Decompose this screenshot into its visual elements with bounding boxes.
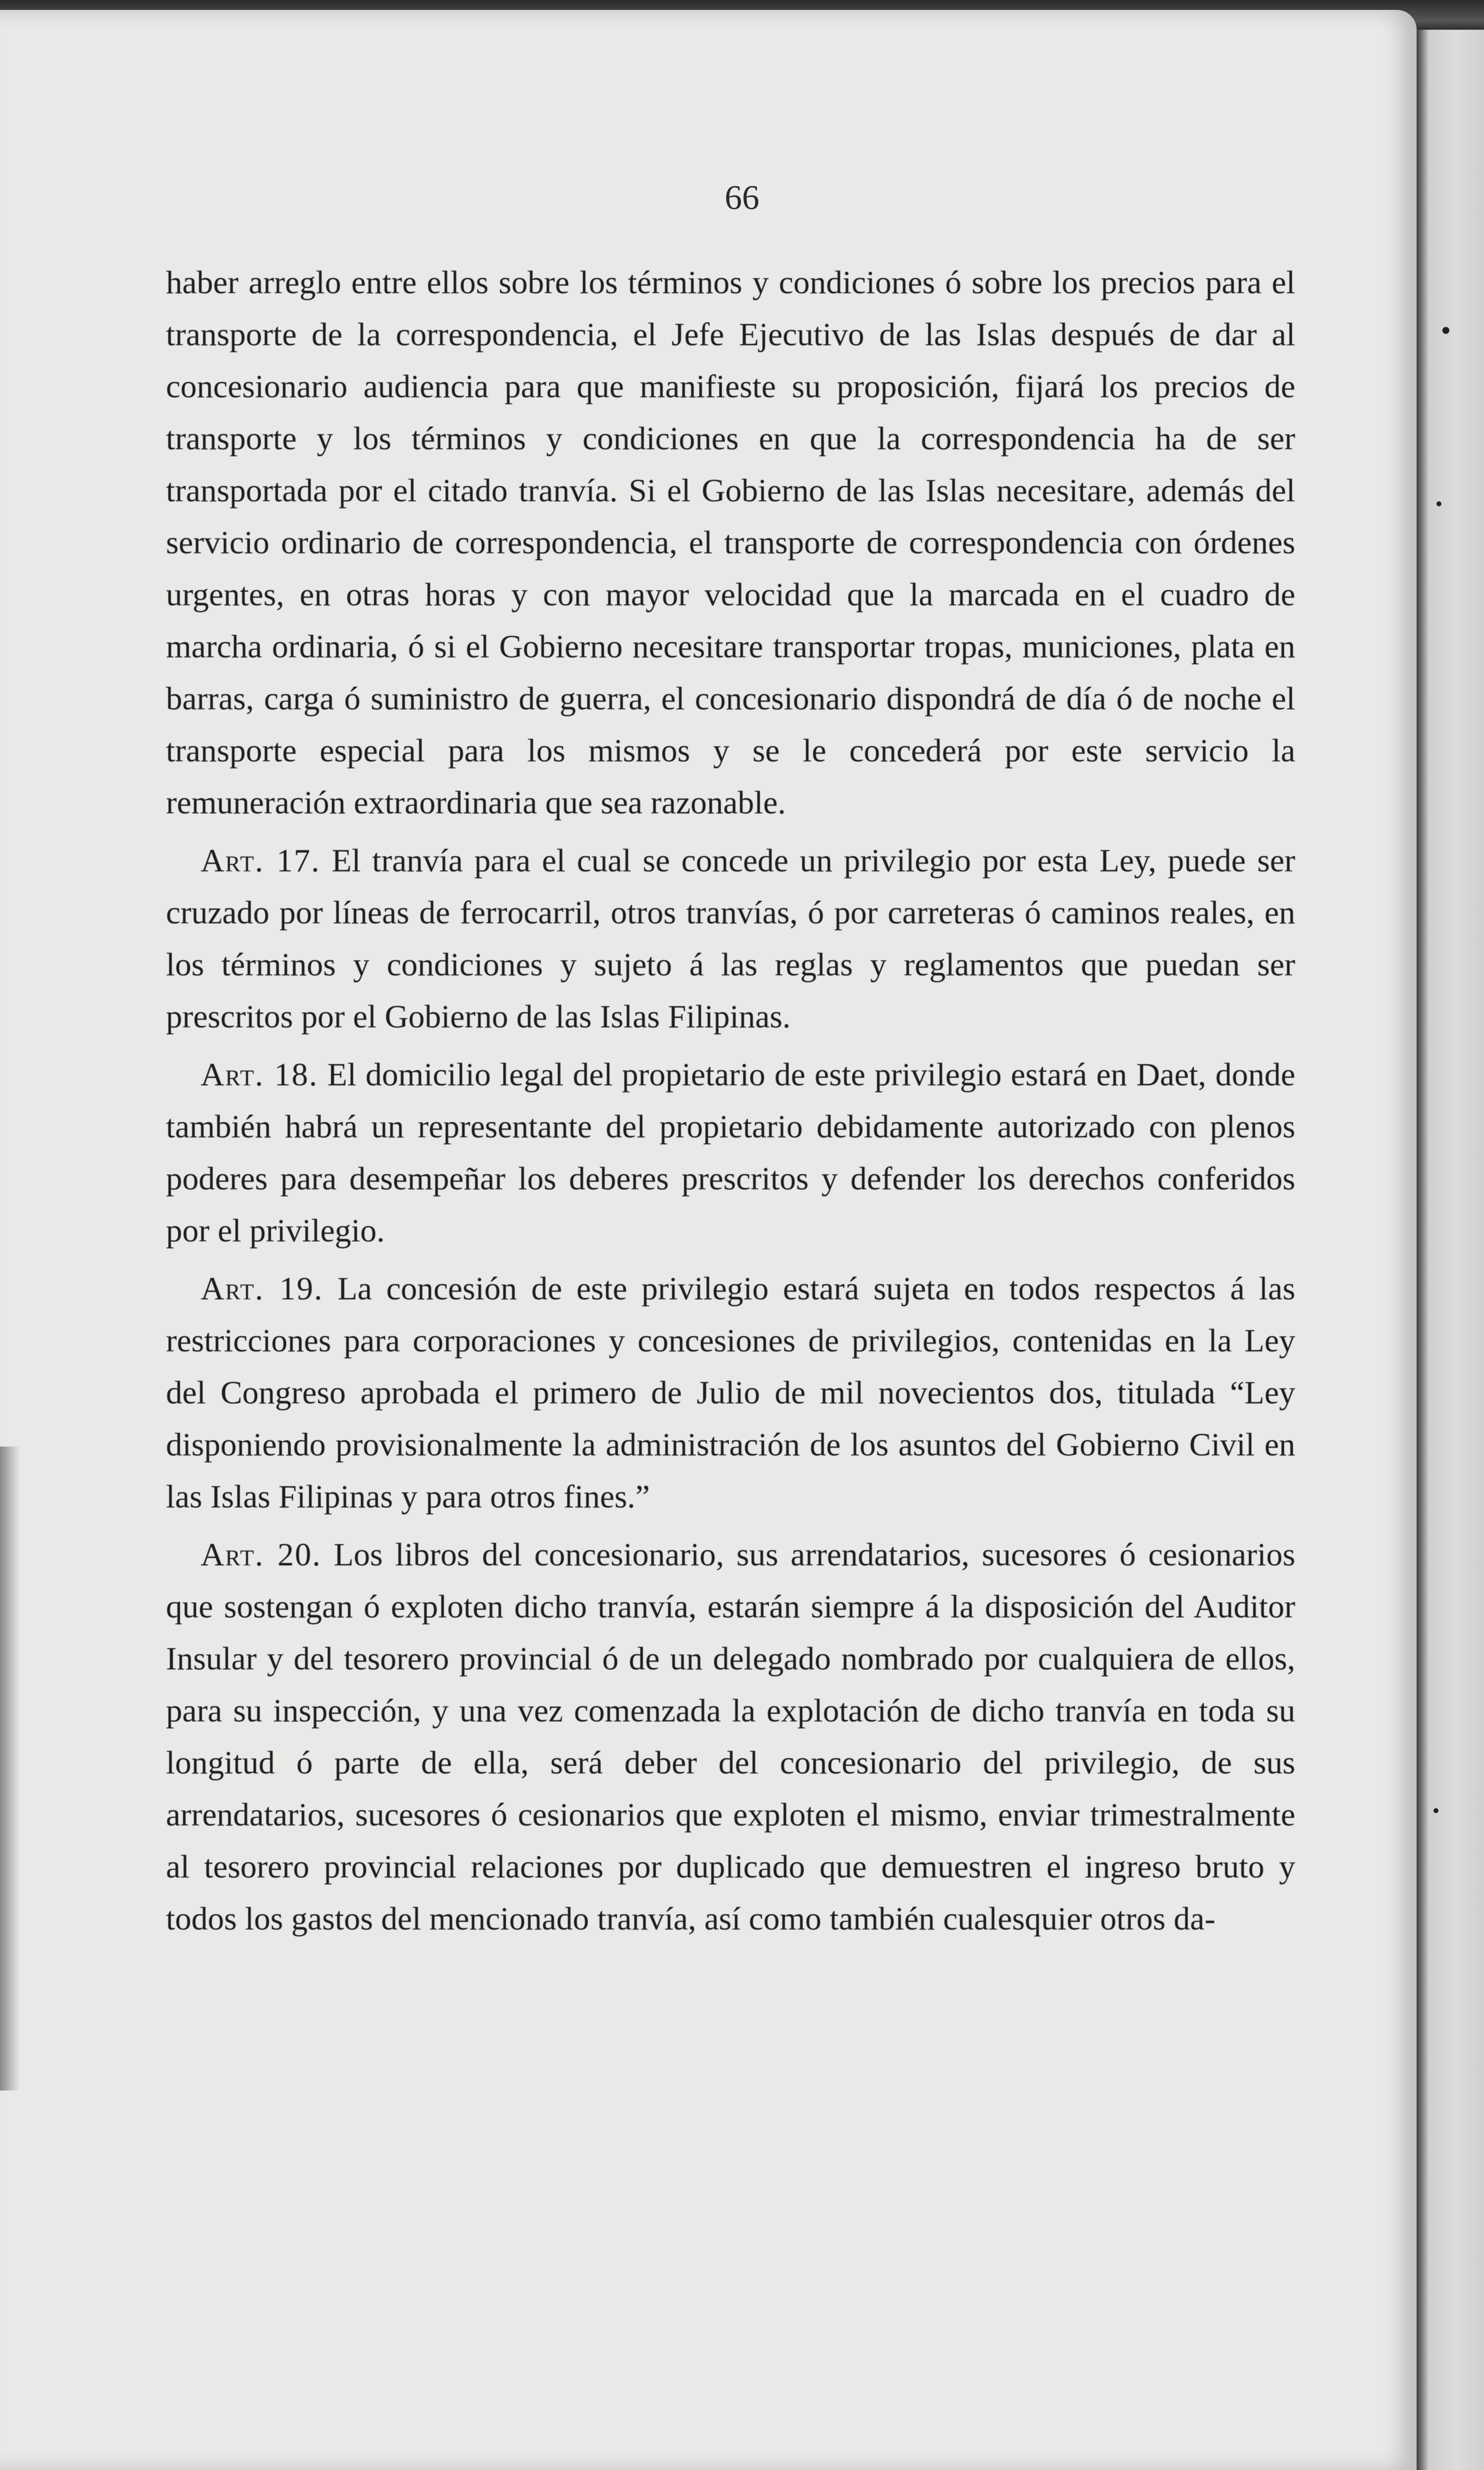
paragraph-text: El tranvía para el cual se concede un privilegio por esta Ley, puede ser cruzado por líneas de ferrocarril, otros tranvías, ó por carreteras ó caminos reales, en los términos y condiciones y sujeto á las reglas y reglamentos que puedan ser prescritos por el Gobierno de las Islas Filipinas.	[166, 843, 1296, 1035]
paragraph-text: El domicilio legal del propietario de este privilegio estará en Daet, donde también habrá un representante del propietario debidamente autorizado con plenos poderes para desempeñar los deberes prescritos y defender los derechos conferidos por el privilegio.	[166, 1057, 1295, 1249]
paragraph-text: La concesión de este privilegio estará sujeta en todos respectos á las restricciones para corporaciones y concesiones de privilegios, contenidas en la Ley del Congreso aprobada el primero de Julio de mil novecientos dos, titulada “Ley disponiendo provisionalmente la administración de los asuntos del Gobierno Civil en las Islas Filipinas y para otros fines.”	[166, 1271, 1295, 1515]
article-label: Art. 18.	[201, 1057, 318, 1093]
article-label: Art. 19.	[201, 1271, 323, 1307]
scan-speck	[1433, 1808, 1438, 1813]
scan-speck	[1436, 501, 1441, 506]
scan-speck	[1442, 327, 1449, 334]
article-18	[166, 1049, 1295, 1257]
article-17	[166, 835, 1295, 1043]
article-20	[166, 1529, 1295, 1945]
paragraph-continuation	[166, 257, 1295, 829]
facing-page-edge	[1417, 30, 1484, 2470]
article-label: Art. 20.	[201, 1537, 321, 1573]
article-19	[166, 1263, 1295, 1523]
paragraph-text: haber arreglo entre ellos sobre los términos y condiciones ó sobre los precios para el transporte de la correspondencia, el Jefe Ejecutivo de las Islas después de dar al concesionario audiencia para que manifieste su proposición, fijará los precios de transporte y los términos y condiciones en que la correspondencia ha de ser transportada por el citado tranvía. Si el Gobierno de las Islas necesitare, además del servicio ordinario de correspondencia, el transporte de correspondencia con órdenes urgentes, en otras horas y con mayor velocidad que la marcada en el cuadro de marcha ordinaria, ó si el Gobierno necesitare transportar tropas, municiones, plata en barras, carga ó suministro de guerra, el concesionario dispondrá de día ó de noche el transporte especial para los mismos y se le concederá por este servicio la remuneración extraordinaria que sea razonable.	[166, 265, 1295, 821]
paragraph-text: Los libros del concesionario, sus arrendatarios, sucesores ó cesionarios que sostengan ó exploten dicho tranvía, estarán siempre á la disposición del Auditor Insular y del tesorero provincial ó de un delegado nombrado por cualquiera de ellos, para su inspección, y una vez comenzada la explotación de dicho tranvía en toda su longitud ó parte de ella, será deber del concesionario del privilegio, de sus arrendatarios, sucesores ó cesionarios que exploten el mismo, enviar trimestralmente al tesorero provincial relaciones por duplicado que demuestren el ingreso bruto y todos los gastos del mencionado tranvía, así como también cualesquier otros da-	[166, 1537, 1296, 1937]
body-text	[166, 257, 1295, 1945]
page-number: 66	[725, 179, 759, 217]
article-label: Art. 17.	[201, 843, 320, 879]
binding-shadow	[0, 1447, 20, 2091]
